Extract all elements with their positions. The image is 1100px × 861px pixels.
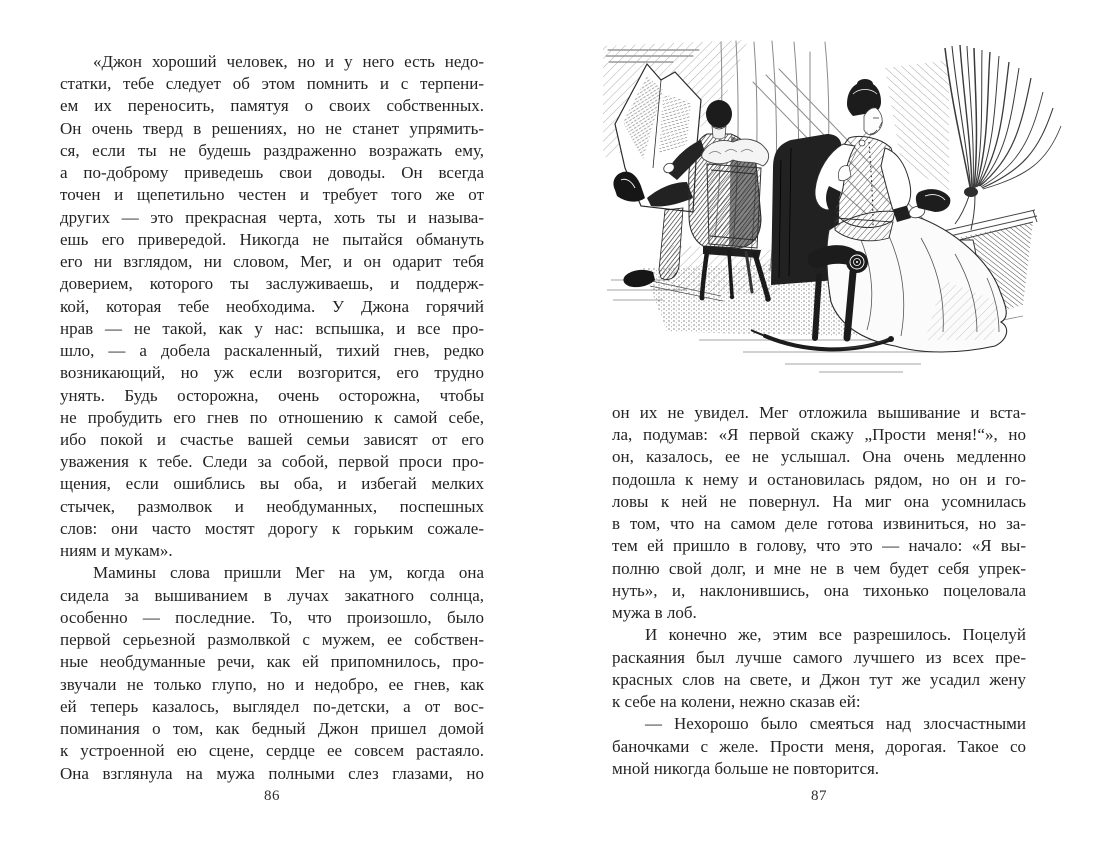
text-line: а по-доброму приведешь свои доводы. Он всегда: [60, 163, 484, 183]
text-line: не пробудить его гнев по отношению к самой себе,: [60, 407, 484, 427]
text-line: он, казалось, ее не услышал. Она очень медленно: [612, 447, 1026, 467]
text-line: к устроенной ею сцене, сердце ее совсем растаяло.: [60, 741, 484, 761]
text-line: кой, которая тебе необходима. У Джона горячий: [60, 296, 484, 316]
text-line: стычек, размолвок и необдуманных, поспешных: [60, 496, 484, 516]
left-page-text: [60, 51, 484, 785]
text-line: ем их переносить, памятуя о своих собственных.: [60, 96, 484, 116]
text-line: мной никогда больше не повторится.: [612, 758, 880, 778]
sewing-work: [916, 189, 950, 212]
text-line: Она взглянула на мужа полными слез глазами, но: [60, 763, 484, 783]
text-line: Он очень тверд в решениях, но не станет упрямить-: [60, 118, 484, 138]
right-page-text: [612, 402, 1026, 780]
text-line: звучали не только глупо, но и недобро, ее гнев, как: [60, 674, 484, 694]
text-line: точен и щепетильно честен и требует того же от: [60, 185, 484, 205]
text-line: особенно — последние. То, что произошло, было: [60, 607, 484, 627]
text-line: статки, тебе следует об этом помнить и с терпени-: [60, 74, 484, 94]
text-line: «Джон хороший человек, но и у него есть недо-: [93, 52, 484, 71]
right-page-number: 87: [811, 788, 827, 804]
text-line: ловы к ней не повернул. На миг она усомнилась: [612, 491, 1026, 511]
text-line: ешь его привередой. Никогда не пытайся обмануть: [60, 229, 484, 249]
text-line: — Нехорошо было смеяться над злосчастными: [645, 714, 1026, 734]
window-curtain: [945, 45, 1061, 230]
text-line: в том, что на самом деле готова извиниться, но за-: [612, 514, 1026, 534]
text-line: щения, если ошиблись вы оба, и избегай мелких: [60, 474, 484, 494]
text-line: уважения к тебе. Следи за собой, первой проси про-: [60, 452, 484, 472]
text-line: полню свой долг, и мне не в чем будет себя упрек-: [612, 558, 1026, 578]
text-line: поминания о том, как бедный Джон пришел домой: [60, 719, 484, 739]
text-line: ибо покой и счастье вашей семьи зависят от его: [60, 429, 484, 449]
text-line: к себе на колени, нежно сказав ей:: [612, 692, 861, 712]
text-line: первой серьезной размолвкой с мужем, ее собствен-: [60, 630, 484, 650]
text-line: ные необдуманные речи, как ей припомнилось, про-: [60, 652, 484, 672]
text-line: баночками с желе. Прости меня, дорогая. Такое со: [612, 736, 1026, 756]
text-line: нуть», и, наклонившись, она тихонько поцеловала: [612, 580, 1026, 600]
text-line: шло, — а добела раскаленный, тихий гнев, редко: [60, 341, 484, 361]
book-illustration: [603, 40, 1085, 382]
text-line: Мамины слова пришли Мег на ум, когда она: [93, 563, 484, 583]
left-page-number: 86: [264, 788, 280, 804]
text-line: унять. Будь осторожна, очень осторожна, чтобы: [60, 385, 484, 405]
woman-face: [864, 108, 882, 135]
text-line: слов: они часто мостят дорогу к горьким сожале-: [60, 518, 484, 538]
text-line: других — это прекрасная черта, хоть ты и называ-: [60, 207, 484, 227]
text-line: тем ей пришло в голову, что это — начало: «Я вы-: [612, 536, 1026, 556]
text-line: сидела за вышиванием в лучах закатного солнца,: [60, 585, 484, 605]
text-line: ла, подумав: «Я первой скажу „Прости меня!“», но: [612, 425, 1026, 445]
text-line: доверием, которого ты заслуживаешь, и поддерж-: [60, 274, 484, 294]
text-line: ся, если ты не будешь раздраженно возражать ему,: [60, 140, 484, 160]
text-line: ниям и мукам».: [60, 541, 173, 561]
text-line: подошла к нему и остановилась рядом, но он и го-: [612, 469, 1026, 489]
text-line: ей теперь казалось, выглядел по-детски, а от вос-: [60, 696, 484, 716]
text-line: нрав — не такой, как у нас: вспышка, и все про-: [60, 318, 484, 338]
text-line: красных слов на свете, и Джон тут же усадил жену: [612, 669, 1026, 689]
text-line: мужа в лоб.: [612, 603, 697, 623]
text-line: возникающий, но уж если возгорится, его трудно: [60, 363, 484, 383]
man-head: [706, 100, 732, 128]
text-line: раскаяния был лучше самого лучшего из всех пре-: [612, 647, 1026, 667]
text-line: И конечно же, этим все разрешилось. Поцелуй: [645, 625, 1026, 645]
text-line: он их не увидел. Мег отложила вышивание и вста-: [612, 403, 1026, 422]
text-line: его ни взглядом, ни словом, Мег, и он одарит тебя: [60, 252, 484, 272]
